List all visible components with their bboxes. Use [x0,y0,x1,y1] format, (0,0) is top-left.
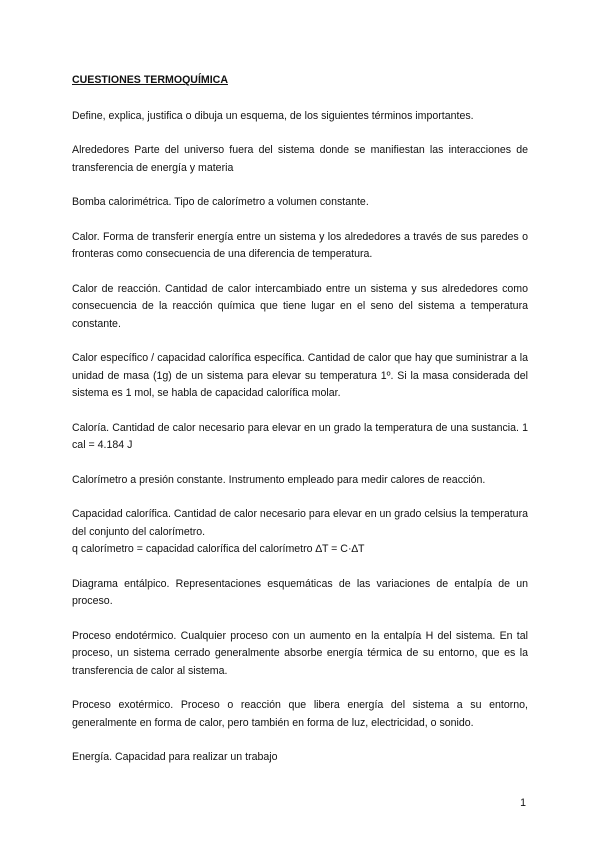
intro-paragraph: Define, explica, justifica o dibuja un esquema, de los siguientes términos importantes. [72,109,474,122]
entry-capacidad-calorifica-text: Capacidad calorífica. Cantidad de calor necesario para elevar en un grado celsius la temperatura del conjunto del calorímetro. [72,508,528,538]
entry-alrededores: Alrededores Parte del universo fuera del sistema donde se manifiestan las interacciones de transferencia de energía y materia [72,144,528,174]
entry-calor: Calor. Forma de transferir energía entre un sistema y los alrededores a través de sus paredes o fronteras como consecuencia de una diferencia de temperatura. [72,230,528,260]
entry-caloria: Caloría. Cantidad de calor necesario para elevar en un grado la temperatura de una sustancia. 1 cal = 4.184 J [72,421,528,451]
entry-proceso-endotermico: Proceso endotérmico. Cualquier proceso con un aumento en la entalpía H del sistema. En tal proceso, un sistema cerrado generalmente absorbe energía térmica de su entorno, que es la transferencia de calor al sistema. [72,629,528,677]
entry-calorimetro-presion-constante: Calorímetro a presión constante. Instrumento empleado para medir calores de reacción. [72,473,486,486]
page-content [72,72,528,784]
entry-diagrama-entalpico: Diagrama entálpico. Representaciones esquemáticas de las variaciones de entalpía de un proceso. [72,577,528,607]
entry-capacidad-calorifica-formula: q calorímetro = capacidad calorífica del calorímetro ∆T = C·∆T [72,543,365,555]
entry-calor-de-reaccion: Calor de reacción. Cantidad de calor intercambiado entre un sistema y sus alrededores como consecuencia de la reacción química que tiene lugar en el seno del sistema a temperatura constante. [72,282,528,330]
entry-proceso-exotermico: Proceso exotérmico. Proceso o reacción que libera energía del sistema a su entorno, generalmente en forma de calor, pero también en forma de luz, electricidad, o sonido. [72,699,528,729]
entry-capacidad-calorifica [72,506,528,559]
page-number: 1 [520,797,526,809]
entry-calor-especifico: Calor específico / capacidad calorífica específica. Cantidad de calor que hay que suministrar a la unidad de masa (1g) de un sistema para elevar su temperatura 1º. Si la masa considerada del sistema es 1 mol, se habla de capacidad calorífica molar. [72,352,528,399]
entry-energia: Energía. Capacidad para realizar un trabajo [72,751,278,763]
entry-bomba-calorimetrica: Bomba calorimétrica. Tipo de calorímetro a volumen constante. [72,196,369,208]
document-title: CUESTIONES TERMOQUÍMICA [72,74,228,86]
